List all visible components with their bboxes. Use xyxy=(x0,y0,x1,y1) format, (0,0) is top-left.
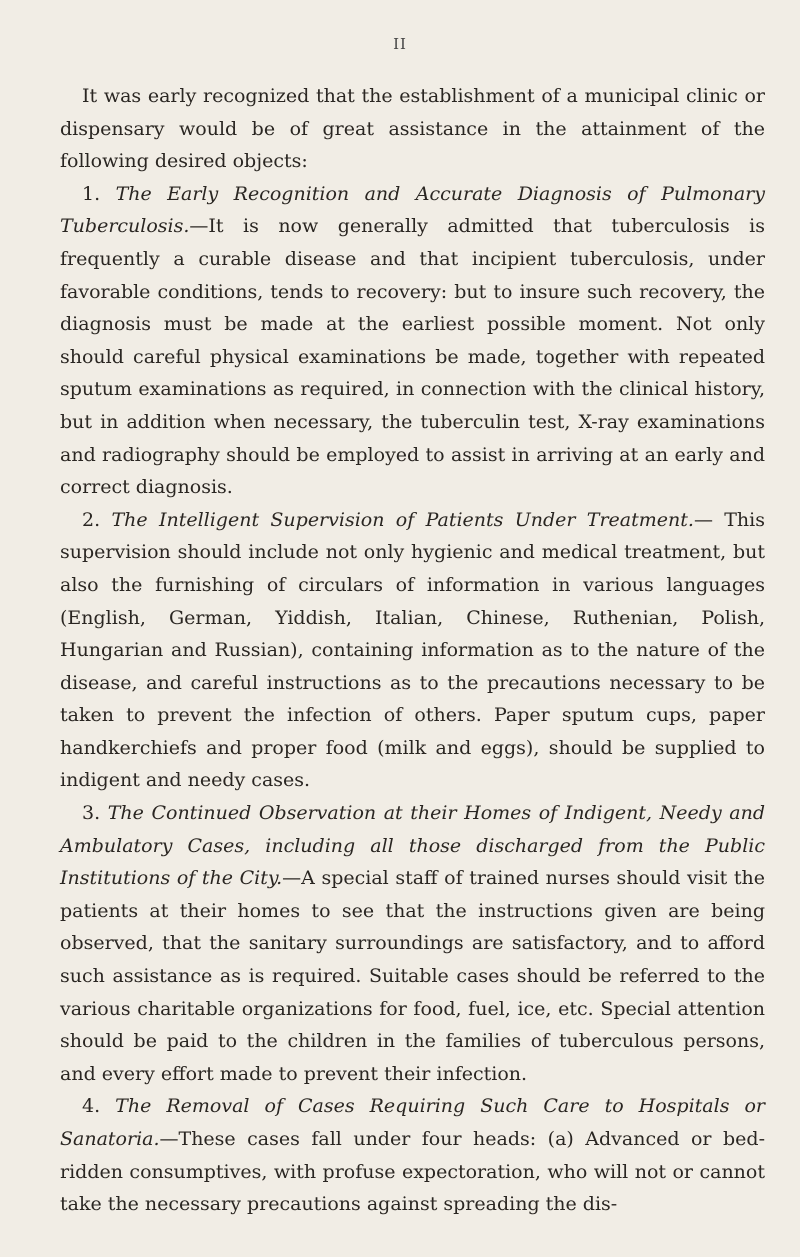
item-number: 3. xyxy=(82,802,101,825)
item-number: 4. xyxy=(82,1095,101,1118)
item-body: —A special staff of trained nurses should visit the patients at their homes to see that the instructions given are being observed, that the sanitary surroundings are satisfactory, and to afford such assistance as is required. Suitable cases should be referred to the various charitable organizations for food, fuel, ice, etc. Special attention should be paid to the children in the families of tuberculous persons, and every effort made to prevent their infection. xyxy=(60,867,766,1085)
item-body: —These cases fall under four heads: (a) Advanced or bed-ridden consumptives, with profuse expectoration, who will not or cannot take the necessary precautions against spreading the dis- xyxy=(60,1128,765,1216)
item-heading: The Continued Observation at their Homes of Indigent, Needy and Ambulatory Cases, including all those discharged from the Public Institutions of the City. xyxy=(60,802,765,890)
list-item xyxy=(60,797,765,1090)
item-body: —It is now generally admitted that tuberculosis is frequently a curable disease and that incipient tuberculosis, under favorable conditions, tends to recovery: but to insure such recovery, the diagnosis must be made at the earliest possible moment. Not only should careful physical examinations be made, together with repeated sputum examinations as required, in connection with the clinical history, but in addition when necessary, the tuberculin test, X-ray examinations and radiography should be employed to assist in arriving at an early and correct diagnosis. xyxy=(60,215,765,499)
page-number: II xyxy=(393,35,407,53)
item-number: 1. xyxy=(82,182,101,205)
document-body xyxy=(60,80,765,1221)
list-item xyxy=(60,504,765,797)
list-item xyxy=(60,1090,765,1220)
item-heading: The Early Recognition and Accurate Diagnosis of Pulmonary Tuberculosis. xyxy=(60,182,766,238)
intro-paragraph: It was early recognized that the establishment of a municipal clinic or dispensary would be of great assistance in the attainment of the following desired objects: xyxy=(60,85,765,173)
item-body: — This supervision should include not only hygienic and medical treatment, but also the furnishing of circulars of information in various languages (English, German, Yiddish, Italian, Chinese, Ruthenian, Polish, Hungarian and Russian), containing information as to the nature of the disease, and careful instructions as to the precautions necessary to be taken to prevent the infection of others. Paper sputum cups, paper handkerchiefs and proper food (milk and eggs), should be supplied to indigent and needy cases. xyxy=(60,508,765,792)
item-heading: The Removal of Cases Requiring Such Care to Hospitals or Sanatoria. xyxy=(60,1095,766,1150)
list-item xyxy=(60,178,765,504)
item-heading: The Intelligent Supervision of Patients Under Treatment. xyxy=(111,508,694,531)
item-number: 2. xyxy=(82,508,101,531)
